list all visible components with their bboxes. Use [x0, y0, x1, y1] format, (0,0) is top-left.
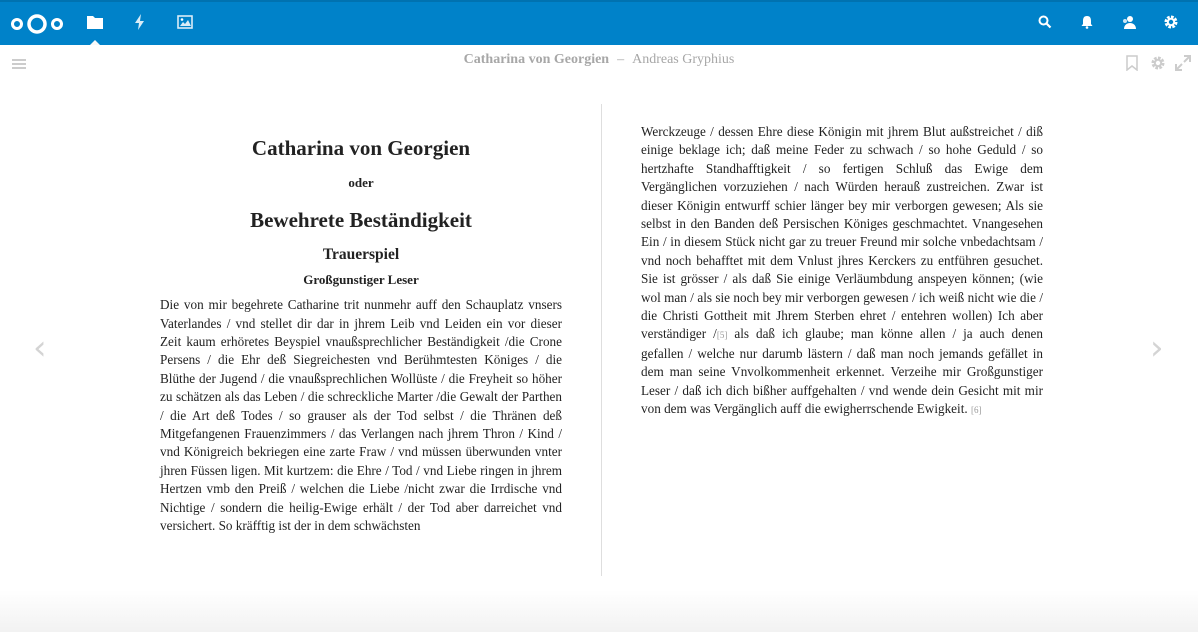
reader-title: [0, 52, 1198, 68]
book-author: Andreas Gryphius: [632, 52, 735, 67]
folder-icon: [87, 15, 103, 34]
footnote-link[interactable]: [6]: [970, 405, 982, 416]
reader-footer: [0, 590, 1198, 632]
search-button[interactable]: [1035, 14, 1055, 34]
lightning-icon: [134, 14, 146, 35]
left-page: [160, 130, 562, 536]
previous-page-arrow[interactable]: ‹: [33, 328, 47, 368]
gear-icon: [1163, 14, 1179, 35]
bookmark-button[interactable]: [1125, 55, 1141, 71]
play-genre: Trauerspiel: [322, 246, 400, 264]
footnote-link[interactable]: [5]: [716, 330, 728, 341]
settings-menu-button[interactable]: [1161, 14, 1181, 34]
contacts-menu-button[interactable]: [1119, 14, 1139, 34]
expand-icon: [1175, 58, 1191, 75]
title-conjunction: oder: [348, 175, 374, 190]
fullscreen-button[interactable]: [1175, 55, 1191, 71]
image-icon: [177, 15, 193, 34]
search-icon: [1038, 15, 1052, 34]
top-header-bar: [0, 0, 1198, 45]
gear-icon: [1150, 58, 1166, 75]
notifications-button[interactable]: [1077, 14, 1097, 34]
book-title: Catharina von Georgien: [463, 52, 610, 67]
nextcloud-logo-icon[interactable]: [10, 13, 64, 35]
play-title: Catharina von Georgien: [251, 136, 471, 160]
text-segment: Werckzeuge / dessen Ehre diese Königin mit jhrem Blut außstreichet / diß einige beklage ich; daß meine Feder zu schwach / so hohe Geduld / so hertzhafte Standhafftigkeit / so fertigen Schluß das Ewige dem Vergänglichen vorzuziehen / nach Würden herauß zustreichen. Zwar ist dieser Königin entwurff schier länger bey mir verborgen gewesen; Als sie selbst in den Banden deß Persischen Königes geschmachtet. Vnangesehen Ein / in diesem Stück nicht gar zu treuer Freund mir solche vnbedachtsam / vnd noch behafftet mit dem Vnlust jhres Kerckers zu entführen gesuchet. Sie ist grösser / als daß Sie einige Verläumbdung anspeyen können; (wie wol man / als sie noch bey mir verborgen gewesen / ich weiß nicht wie die / die Christi Gottheit mit Jhrem Sterben ehret / entehren wollen) Ich aber verständiger /: [641, 124, 1043, 342]
title-separator: –: [617, 52, 625, 67]
play-subtitle: Bewehrete Beständigkeit: [250, 208, 472, 233]
app-gallery[interactable]: [175, 14, 195, 34]
text-segment: als daß ich glaube; man könne allen / ja auch denen gefallen / welche nur darumb lästern / daß man noch jemands gefället in dem man seine Vnvolkommenheit erkennet. Verzeihe mir Großgunstiger Leser / daß ich dich bißher auffgehalten / vnd wende dein Gesicht mit mir von dem was Vergänglich auff die ewigherrschende Ewigkeit.: [641, 326, 1043, 417]
app-activity[interactable]: [130, 14, 150, 34]
epub-reader: [0, 45, 1198, 632]
preface-text: Die von mir begehrete Catharine trit nunmehr auff den Schauplatz vnsers Vaterlandes / vnd stellet dir dar in jhrem Leib vnd Leiden ein vor dieser Zeit kaum erhöretes Beyspiel vnaußsprechlicher Beständigkeit /die Crone Persens / die Ehr deß Siegreichesten vnd Berühmtesten Königes / die Blüthe der Jugend / die vnaußsprechlichen Wollüste / die Freyheit so höher zu schätzen als das Leben / die schreckliche Marter /die Gewalt der Parthen / die Art deß Todes / so grauser als der Tod selbst / die Thränen deß Mitgefangenen Frauenzimmers / das Verlangen nach jhrem Thron / Kind / vnd Königreich bekriegen eine zarte Fraw / vnd müssen überwunden vnter jhren Füssen ligen. Mit kurtzem: die Ehre / Tod / vnd Liebe ringen in jhrem Hertzen vmb den Preiß / welchen die Liebe /nicht zwar die Irrdische vnd Nichtige / sondern die heilig-Ewige erhält / der Tod aber darreichet vnd versichert. So kräfftig ist der in dem schwächsten: [160, 297, 562, 534]
bookmark-icon: [1125, 58, 1139, 75]
next-page-arrow[interactable]: ›: [1150, 328, 1164, 368]
preface-continued-text: [641, 123, 1043, 420]
app-files[interactable]: [85, 14, 105, 34]
reader-settings-button[interactable]: [1150, 55, 1166, 71]
bell-icon: [1080, 15, 1094, 34]
contacts-icon: [1121, 15, 1137, 34]
preface-heading: Großgunstiger Leser: [303, 271, 419, 287]
right-page: [641, 123, 1043, 420]
page-divider: [601, 104, 602, 576]
